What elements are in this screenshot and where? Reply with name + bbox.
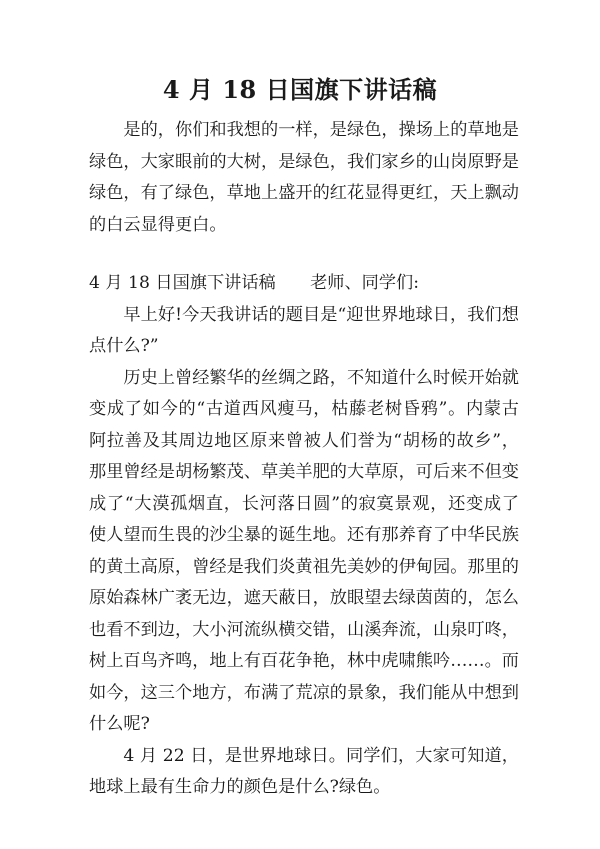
page-title: 4 月 18 日国旗下讲话稿: [162, 75, 438, 104]
speech-paragraph-greeting: 早上好!今天我讲话的题目是“迎世界地球日，我们想点什么?”: [89, 304, 519, 356]
intro-paragraph: 是的，你们和我想的一样，是绿色，操场上的草地是绿色，大家眼前的大树，是绿色，我们家乡的山岗原野是绿色，有了绿色，草地上盛开的红花显得更红，天上飘动的白云显得更白。: [89, 120, 519, 235]
intro-section: [89, 115, 519, 241]
speech-heading-line: 4 月 18 日国旗下讲话稿 老师、同学们:: [89, 273, 419, 293]
speech-section: [89, 268, 519, 804]
speech-paragraph-history: 历史上曾经繁华的丝绸之路，不知道什么时候开始就变成了如今的“古道西风瘦马，枯藤老树昏鸦”。内蒙古阿拉善及其周边地区原来曾被人们誉为“胡杨的故乡”，那里曾经是胡杨繁茂、草美羊肥的大草原，可后来不但变成了“大漠孤烟直，长河落日圆”的寂寞景观，还变成了使人望而生畏的沙尘暴的诞生地。还有那养育了中华民族的黄土高原，曾经是我们炎黄祖先美妙的伊甸园。那里的原始森林广袤无边，遮天蔽日，放眼望去绿茵茵的，怎么也看不到边，大小河流纵横交错，山溪奔流，山泉叮咚，树上百鸟齐鸣，地上有百花争艳，林中虎啸熊吟……。而如今，这三个地方，布满了荒凉的景象，我们能从中想到什么呢?: [89, 367, 519, 734]
speech-paragraph-earth-day: 4 月 22 日，是世界地球日。同学们，大家可知道，地球上最有生命力的颜色是什么?绿色。: [89, 745, 519, 797]
